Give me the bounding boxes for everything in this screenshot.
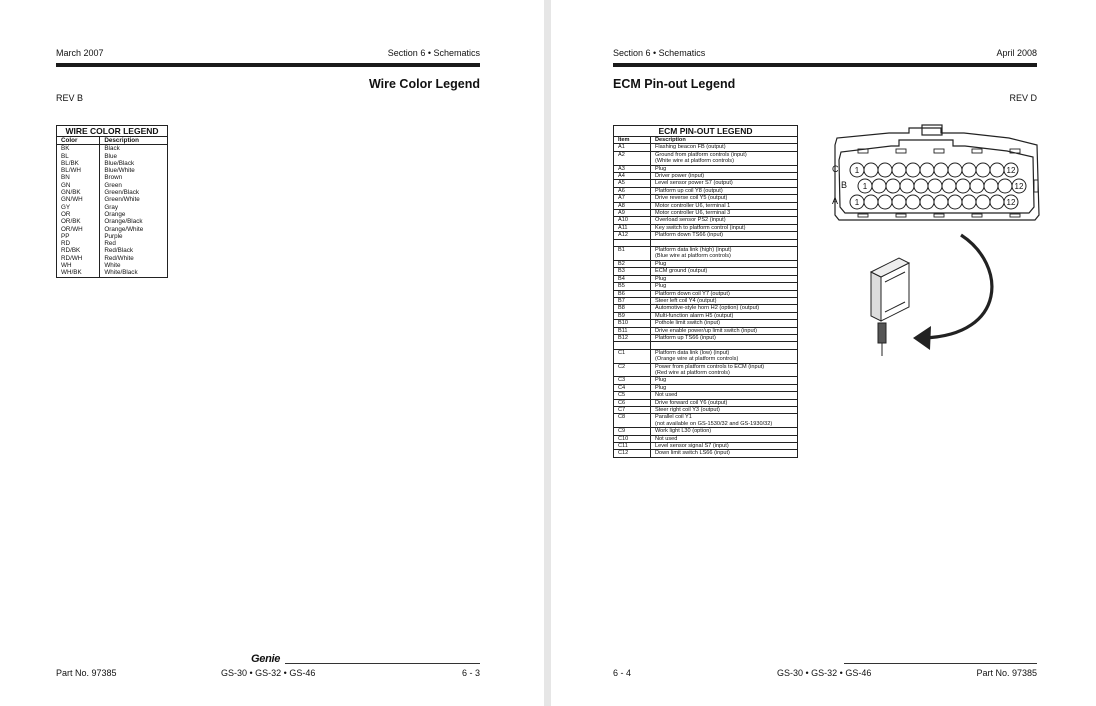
connector-pin-c	[920, 163, 934, 177]
pin-item-cell: A1	[614, 144, 651, 151]
color-code-cell: GN/WH	[57, 196, 100, 203]
pin-description-line: Plug	[655, 384, 667, 391]
pin-description-cell	[651, 173, 798, 180]
pin-description-cell	[651, 187, 798, 194]
pin-description-cell	[651, 363, 798, 377]
pin-description-line: Platform data link (high) (input)	[655, 247, 732, 254]
pinout-row	[614, 247, 798, 261]
pin-description-line: Power from platform controls to ECM (input)	[655, 363, 765, 370]
pin-description-cell	[651, 384, 798, 391]
pinout-row	[614, 305, 798, 312]
connector-pin-b	[984, 179, 998, 193]
pin-item-cell: C9	[614, 428, 651, 435]
header-section: Section 6 • Schematics	[387, 48, 480, 58]
page-title: Wire Color Legend	[368, 77, 480, 91]
pin-description-cell	[651, 435, 798, 442]
left-page	[0, 0, 544, 706]
color-description-cell: Gray	[100, 204, 168, 211]
pinout-row	[614, 187, 798, 194]
color-description-cell: Red	[100, 240, 168, 247]
color-description-cell: White/Black	[100, 269, 168, 277]
pin-description-cell	[651, 407, 798, 414]
latch-slot	[896, 149, 906, 153]
pin-description-cell	[651, 399, 798, 406]
pinout-row	[614, 260, 798, 267]
page-title: ECM Pin-out Legend	[613, 77, 736, 91]
pin-description-cell	[651, 144, 798, 151]
connector-pin-c	[948, 163, 962, 177]
latch-slot	[972, 214, 982, 217]
legend-row	[57, 189, 168, 196]
pin-item-cell: B2	[614, 260, 651, 267]
revision-label: REV B	[56, 93, 84, 103]
ecm-pinout-legend-table	[613, 125, 798, 458]
pin-description-cell	[651, 268, 798, 275]
pinout-row	[614, 283, 798, 290]
pin-description-line: Drive forward coil Y6 (output)	[655, 399, 728, 406]
legend-row	[57, 233, 168, 240]
color-code-cell: RD/BK	[57, 247, 100, 254]
pin-number-first-c: 1	[854, 166, 860, 175]
pin-item-cell	[614, 342, 651, 349]
pin-item-cell: B1	[614, 247, 651, 261]
pinout-row	[614, 180, 798, 187]
legend-caption: WIRE COLOR LEGEND	[57, 126, 168, 137]
connector-pin-c	[990, 163, 1004, 177]
legend-row	[57, 269, 168, 277]
pin-description-line: Multi-function alarm H5 (output)	[655, 312, 734, 319]
color-code-cell: GN	[57, 182, 100, 189]
legend-row	[57, 240, 168, 247]
pin-description-cell	[651, 224, 798, 231]
color-code-cell: OR	[57, 211, 100, 218]
pin-description-line: (Orange wire at platform controls)	[655, 356, 739, 363]
pin-item-cell: A6	[614, 187, 651, 194]
row-label-b: B	[841, 180, 848, 190]
footer-part-number: Part No. 97385	[976, 668, 1037, 678]
legend-row	[57, 204, 168, 211]
pin-description-cell	[651, 342, 798, 349]
pin-description-cell	[651, 260, 798, 267]
pinout-row	[614, 342, 798, 349]
pin-description-line: Ground from platform controls (input)	[655, 151, 747, 158]
pin-description-line: Plug	[655, 165, 667, 172]
pinout-row	[614, 443, 798, 450]
latch-slot	[934, 214, 944, 217]
pin-item-cell	[614, 239, 651, 246]
pin-description-line	[655, 342, 793, 348]
pinout-row	[614, 217, 798, 224]
pinout-row	[614, 407, 798, 414]
color-code-cell: GY	[57, 204, 100, 211]
pin-description-line: Level sensor power S7 (output)	[655, 180, 733, 187]
genie-logo: Genie	[251, 653, 281, 665]
ecm-module-icon	[871, 258, 909, 356]
color-description-cell: Blue/White	[100, 167, 168, 174]
pin-item-cell: C3	[614, 377, 651, 384]
color-description-cell: Orange/White	[100, 226, 168, 233]
pin-number-last-c: 12	[1006, 166, 1016, 175]
pinout-row	[614, 399, 798, 406]
pinout-row	[614, 210, 798, 217]
pinout-row	[614, 268, 798, 275]
pin-description-line: (Blue wire at platform controls)	[655, 253, 731, 260]
color-code-cell: PP	[57, 233, 100, 240]
color-description-cell: Blue/Black	[100, 160, 168, 167]
pin-description-line: Motor controller U6, terminal 3	[655, 210, 731, 217]
pin-item-cell: B7	[614, 297, 651, 304]
pin-description-line: Plug	[655, 283, 667, 290]
pin-description-cell	[651, 217, 798, 224]
connector-pin-a	[864, 195, 878, 209]
pinout-row	[614, 275, 798, 282]
pin-description-cell	[651, 450, 798, 457]
pin-description-line	[655, 240, 793, 246]
pin-number-last-b: 12	[1014, 182, 1024, 191]
connector-pin-c	[892, 163, 906, 177]
latch-slot	[1010, 214, 1020, 217]
pin-description-line: Key switch to platform control (input)	[655, 224, 746, 231]
locking-tab	[922, 125, 942, 135]
connector-pin-a	[934, 195, 948, 209]
header-rule	[613, 63, 1037, 67]
pin-item-cell: C2	[614, 363, 651, 377]
pin-item-cell: C1	[614, 349, 651, 363]
color-description-cell: Green/Black	[100, 189, 168, 196]
pin-description-line: Drive enable power/up limit switch (input)	[655, 327, 757, 334]
pin-description-line: Platform data link (low) (input)	[655, 349, 730, 356]
legend-row	[57, 174, 168, 181]
description-column-header: Description	[100, 137, 168, 145]
connector-pin-b	[872, 179, 886, 193]
pin-description-cell	[651, 283, 798, 290]
connector-pin-c	[962, 163, 976, 177]
pin-description-cell	[651, 297, 798, 304]
footer-page-number: 6 - 3	[461, 668, 480, 678]
pin-item-cell: C8	[614, 414, 651, 428]
color-code-cell: OR/BK	[57, 218, 100, 225]
pin-item-cell: B11	[614, 327, 651, 334]
color-code-cell: RD/WH	[57, 255, 100, 262]
pin-description-cell	[651, 320, 798, 327]
color-code-cell: WH/BK	[57, 269, 100, 277]
pin-description-line: ECM ground (output)	[655, 268, 708, 275]
pin-description-cell	[651, 290, 798, 297]
pinout-row	[614, 327, 798, 334]
pin-description-line: Not used	[655, 392, 678, 399]
pin-description-cell	[651, 414, 798, 428]
pin-description-line: Level sensor signal S7 (input)	[655, 443, 729, 450]
pin-description-line: Down limit switch LS66 (input)	[655, 450, 730, 457]
pinout-row	[614, 202, 798, 209]
legend-row	[57, 167, 168, 174]
pin-item-cell: C4	[614, 384, 651, 391]
connector-pin-a	[976, 195, 990, 209]
color-code-cell: BK	[57, 145, 100, 153]
pinout-row	[614, 144, 798, 151]
color-code-cell: RD	[57, 240, 100, 247]
pinout-row	[614, 297, 798, 304]
pinout-row	[614, 435, 798, 442]
pin-description-line: Motor controller U6, terminal 1	[655, 202, 731, 209]
pin-description-cell	[651, 247, 798, 261]
pin-number-last-a: 12	[1006, 198, 1016, 207]
color-code-cell: BL/WH	[57, 167, 100, 174]
pin-item-cell: A9	[614, 210, 651, 217]
pin-item-cell: C5	[614, 392, 651, 399]
pinout-row	[614, 239, 798, 246]
pin-description-cell	[651, 428, 798, 435]
description-column-header: Description	[651, 137, 798, 144]
pin-description-cell	[651, 165, 798, 172]
side-key	[1034, 180, 1038, 192]
connector-pin-b	[886, 179, 900, 193]
color-description-cell: Orange/Black	[100, 218, 168, 225]
legend-row	[57, 255, 168, 262]
pin-description-cell	[651, 305, 798, 312]
row-label-c: C	[832, 164, 839, 174]
connector-pin-a	[990, 195, 1004, 209]
connector-pin-b	[970, 179, 984, 193]
latch-slot	[896, 214, 906, 217]
connector-pin-b	[942, 179, 956, 193]
footer-rule	[285, 663, 480, 664]
legend-row	[57, 262, 168, 269]
legend-row	[57, 211, 168, 218]
pinout-row	[614, 224, 798, 231]
latch-slot	[858, 214, 868, 217]
footer-models: GS-30 • GS-32 • GS-46	[221, 668, 316, 678]
pinout-row	[614, 312, 798, 319]
pin-item-cell: B4	[614, 275, 651, 282]
pinout-row	[614, 232, 798, 239]
color-description-cell: Blue	[100, 153, 168, 160]
pin-description-line: Work light L30 (option)	[655, 428, 712, 435]
pin-item-cell: A11	[614, 224, 651, 231]
connector-pin-c	[878, 163, 892, 177]
pin-description-line: (White wire at platform controls)	[655, 158, 734, 165]
pinout-row	[614, 290, 798, 297]
legend-row	[57, 182, 168, 189]
color-description-cell: Red/White	[100, 255, 168, 262]
color-description-cell: White	[100, 262, 168, 269]
color-code-cell: BN	[57, 174, 100, 181]
pin-description-cell	[651, 377, 798, 384]
connector-pin-b	[956, 179, 970, 193]
pin-description-cell	[651, 180, 798, 187]
pinout-row	[614, 428, 798, 435]
pin-description-cell	[651, 195, 798, 202]
color-description-cell: Green	[100, 182, 168, 189]
legend-row	[57, 247, 168, 254]
pin-description-line: Driver power (input)	[655, 173, 705, 180]
pin-item-cell: B10	[614, 320, 651, 327]
pin-description-line: Steer right coil Y3 (output)	[655, 407, 720, 413]
pin-description-line: Steer left coil Y4 (output)	[655, 297, 717, 304]
pin-description-line: Plug	[655, 275, 667, 282]
pin-item-cell: A2	[614, 151, 651, 165]
pin-item-cell: A3	[614, 165, 651, 172]
pinout-row	[614, 349, 798, 363]
ecm-connector-diagram	[829, 120, 1049, 360]
connector-pin-b	[928, 179, 942, 193]
pin-item-cell: B5	[614, 283, 651, 290]
color-code-cell: WH	[57, 262, 100, 269]
color-code-cell: BL/BK	[57, 160, 100, 167]
pin-item-cell: A10	[614, 217, 651, 224]
pin-item-cell: A8	[614, 202, 651, 209]
pin-item-cell: B3	[614, 268, 651, 275]
latch-slot	[934, 149, 944, 153]
footer-rule	[844, 663, 1037, 664]
connector-pin-b	[900, 179, 914, 193]
pin-description-line: Platform up coil Y8 (output)	[655, 187, 723, 194]
pin-item-cell: C11	[614, 443, 651, 450]
pin-description-line: Platform down coil Y7 (output)	[655, 290, 730, 297]
color-code-cell: OR/WH	[57, 226, 100, 233]
legend-row	[57, 160, 168, 167]
legend-row	[57, 153, 168, 160]
pin-item-cell: B6	[614, 290, 651, 297]
pin-item-cell: A4	[614, 173, 651, 180]
wire-color-legend-table	[56, 125, 168, 278]
color-description-cell: Brown	[100, 174, 168, 181]
pin-description-line: (not available on GS-1530/32 and GS-1930/32)	[655, 420, 773, 427]
pin-description-cell	[651, 210, 798, 217]
pin-item-cell: C7	[614, 407, 651, 414]
pinout-row	[614, 151, 798, 165]
pin-description-cell	[651, 312, 798, 319]
item-column-header: Item	[614, 137, 651, 144]
connector-pin-b	[998, 179, 1012, 193]
pin-description-cell	[651, 232, 798, 239]
connector-pin-a	[962, 195, 976, 209]
pin-description-line: Drive reverse coil Y5 (output)	[655, 195, 728, 202]
connector-pin-a	[906, 195, 920, 209]
connector-pin-a	[920, 195, 934, 209]
pin-item-cell: A12	[614, 232, 651, 239]
legend-row	[57, 196, 168, 203]
pinout-row	[614, 392, 798, 399]
pin-item-cell: A5	[614, 180, 651, 187]
connector-pin-c	[976, 163, 990, 177]
revision-label: REV D	[1009, 93, 1037, 103]
pin-item-cell: B12	[614, 334, 651, 341]
legend-caption: ECM PIN-OUT LEGEND	[614, 126, 798, 137]
connector-pin-a	[892, 195, 906, 209]
legend-row	[57, 145, 168, 153]
pin-item-cell: C10	[614, 435, 651, 442]
pin-description-line: Platform down TS66 (input)	[655, 232, 723, 239]
connector-pin-c	[906, 163, 920, 177]
pin-description-cell	[651, 392, 798, 399]
pinout-row	[614, 450, 798, 457]
latch-slot	[972, 149, 982, 153]
footer-page-number: 6 - 4	[613, 668, 632, 678]
header-section: Section 6 • Schematics	[613, 48, 706, 58]
pin-description-line: (Red wire at platform controls)	[655, 369, 730, 376]
pin-item-cell: A7	[614, 195, 651, 202]
pin-item-cell: B8	[614, 305, 651, 312]
pin-description-cell	[651, 334, 798, 341]
pinout-row	[614, 334, 798, 341]
pin-number-first-a: 1	[854, 198, 860, 207]
header-date: April 2008	[996, 48, 1037, 58]
connector-pin-a	[878, 195, 892, 209]
row-label-a: A	[832, 196, 839, 206]
pinout-row	[614, 173, 798, 180]
pinout-row	[614, 165, 798, 172]
pin-description-line: Flashing beacon FB (output)	[655, 144, 726, 151]
footer-part-number: Part No. 97385	[56, 668, 117, 678]
pin-description-cell	[651, 151, 798, 165]
color-description-cell: Purple	[100, 233, 168, 240]
pinout-row	[614, 363, 798, 377]
pin-description-cell	[651, 275, 798, 282]
pin-number-first-b: 1	[862, 182, 868, 191]
pinout-row	[614, 320, 798, 327]
color-code-cell: BL	[57, 153, 100, 160]
page-gutter	[544, 0, 551, 706]
connector-pin-a	[948, 195, 962, 209]
legend-row	[57, 218, 168, 225]
pin-description-line: Pothole limit switch (input)	[655, 320, 720, 327]
connector-pin-c	[934, 163, 948, 177]
color-column-header: Color	[57, 137, 100, 145]
pinout-row	[614, 377, 798, 384]
pin-description-cell	[651, 327, 798, 334]
color-description-cell: Green/White	[100, 196, 168, 203]
pinout-row	[614, 195, 798, 202]
pin-description-cell	[651, 443, 798, 450]
pin-description-line: Platform up TS66 (input)	[655, 334, 716, 341]
color-description-cell: Red/Black	[100, 247, 168, 254]
connector-pin-c	[864, 163, 878, 177]
pin-description-line: Parallel coil Y1	[655, 414, 692, 421]
arrow-head-icon	[913, 326, 931, 350]
color-code-cell: GN/BK	[57, 189, 100, 196]
pin-description-cell	[651, 239, 798, 246]
pin-description-line: Overload sensor PS2 (input)	[655, 217, 726, 224]
right-page	[551, 0, 1096, 706]
pin-item-cell: C12	[614, 450, 651, 457]
curved-arrow	[924, 235, 992, 338]
header-date: March 2007	[56, 48, 104, 58]
pin-description-line: Plug	[655, 260, 667, 267]
pin-item-cell: B9	[614, 312, 651, 319]
pinout-row	[614, 384, 798, 391]
color-description-cell: Orange	[100, 211, 168, 218]
color-description-cell: Black	[100, 145, 168, 153]
pin-description-line: Automotive-style horn H2 (option) (output)	[655, 305, 760, 312]
pinout-row	[614, 414, 798, 428]
pin-description-line: Plug	[655, 377, 667, 384]
pin-description-cell	[651, 349, 798, 363]
legend-row	[57, 226, 168, 233]
connector-pin-b	[914, 179, 928, 193]
header-rule	[56, 63, 480, 67]
pin-description-cell	[651, 202, 798, 209]
pin-item-cell: C6	[614, 399, 651, 406]
footer-models: GS-30 • GS-32 • GS-46	[777, 668, 872, 678]
pin-description-line: Not used	[655, 435, 678, 442]
